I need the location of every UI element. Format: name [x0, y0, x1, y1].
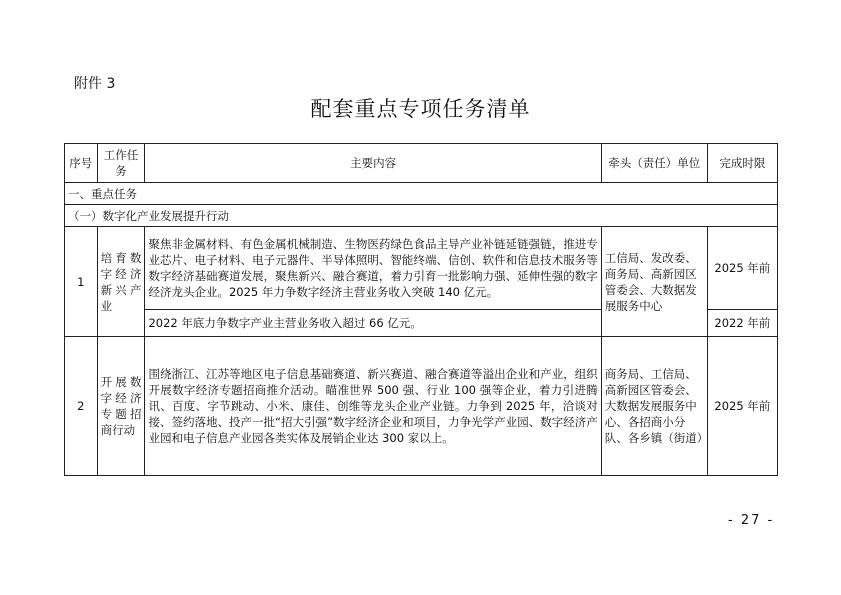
task-table [64, 143, 778, 476]
header-lead: 牵头（责任）单位 [601, 144, 707, 183]
lead-units: 工信局、发改委、商务局、高新园区管委会、大数据发展服务中心 [601, 227, 707, 337]
task-name: 开展数字经济专题招商行动 [97, 337, 145, 476]
task-content: 2022 年底力争数字产业主营业务收入超过 66 亿元。 [145, 310, 601, 337]
header-content: 主要内容 [145, 144, 601, 183]
row-number: 2 [65, 337, 98, 476]
task-content: 聚焦非金属材料、有色金属机械制造、生物医药绿色食品主导产业补链延链强链，推进专业芯片、电子材料、电子元器件、半导体照明、智能终端、信创、软件和信息技术服务等数字经济基础赛道发展，聚焦新兴、融合赛道，着力引育一批影响力强、延伸性强的数字经济龙头企业。2025 年力争数字经济主营业务收入突破 140 亿元。 [145, 227, 601, 310]
deadline: 2022 年前 [707, 310, 777, 337]
header-time: 完成时限 [707, 144, 777, 183]
section-row [65, 183, 778, 205]
table-row [65, 227, 778, 310]
task-name: 培育数字经济新兴产业 [97, 227, 145, 337]
deadline: 2025 年前 [707, 227, 777, 310]
deadline: 2025 年前 [707, 337, 777, 476]
section-title: 一、重点任务 [65, 183, 778, 205]
table-row [65, 337, 778, 476]
lead-units: 商务局、工信局、高新园区管委会、大数据发展服务中心、各招商小分队、各乡镇（街道） [601, 337, 707, 476]
document-title: 配套重点专项任务清单 [310, 97, 531, 121]
subsection-title: （一）数字化产业发展提升行动 [65, 205, 778, 227]
row-number: 1 [65, 227, 98, 337]
header-no: 序号 [65, 144, 98, 183]
table-header-row [65, 144, 778, 183]
page-number: - 27 - [728, 513, 775, 528]
attachment-label: 附件 3 [74, 76, 116, 92]
header-task: 工作任务 [97, 144, 145, 183]
task-content: 围绕浙江、江苏等地区电子信息基础赛道、新兴赛道、融合赛道等溢出企业和产业，组织开展数字经济专题招商推介活动。瞄准世界 500 强、行业 100 强等企业，着力引进腾讯、百度、字节跳动、小米、康佳、创维等龙头企业产业链。力争到 2025 年，洽谈对接、签约落地、投产一批“招大引强”数字经济企业和项目，力争光学产业园、数字经济产业园和电子信息产业园各类实体及展销企业达 300 家以上。 [145, 337, 601, 476]
subsection-row [65, 205, 778, 227]
